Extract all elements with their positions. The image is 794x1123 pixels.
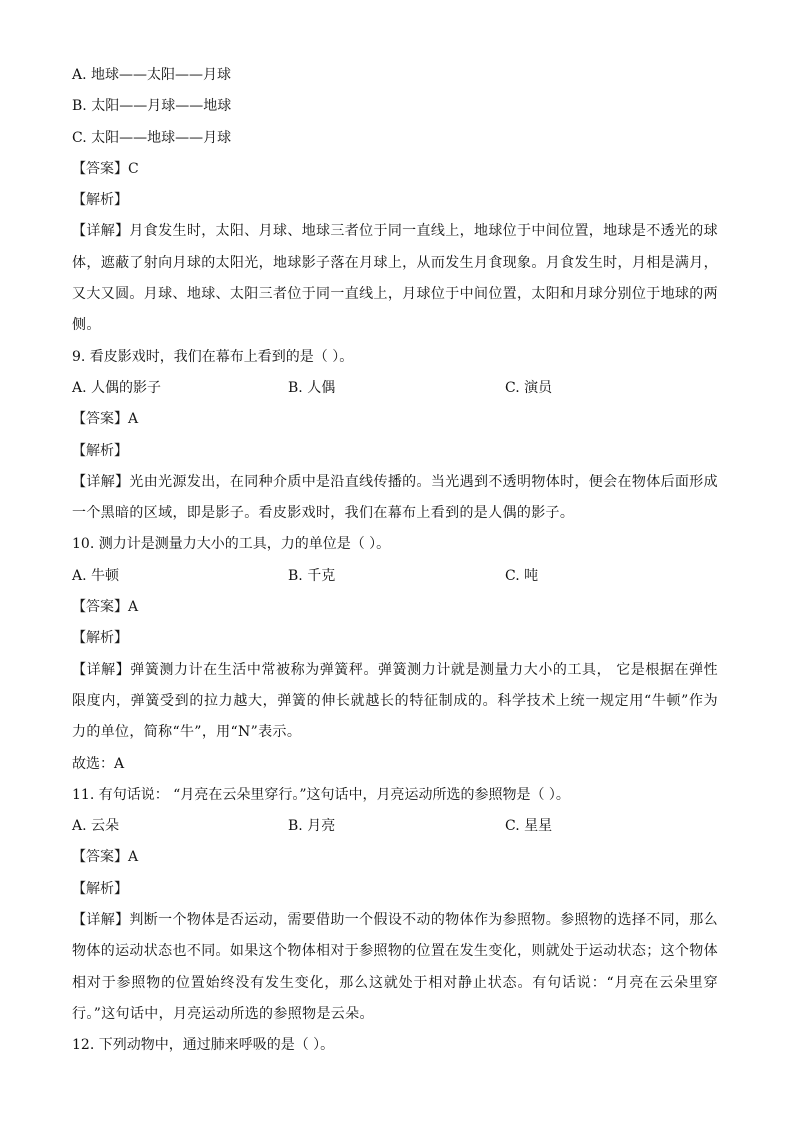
q11-answer: 【答案】A — [72, 849, 139, 866]
q11-options — [72, 811, 718, 842]
q10-stem: 10. 测力计是测量力大小的工具，力的单位是（ ）。 — [72, 536, 391, 553]
q10-option-a: A. 牛顿 — [72, 567, 120, 584]
q8-option-b: B. 太阳——月球——地球 — [72, 98, 232, 115]
q10-options — [72, 561, 718, 592]
q11-stem: 11. 有句话说： “月亮在云朵里穿行。”这句话中，月亮运动所选的参照物是（ ）。 — [72, 786, 570, 803]
q8-answer: 【答案】C — [72, 160, 139, 177]
q11-option-b: B. 月亮 — [288, 818, 336, 835]
q10-answer: 【答案】A — [72, 599, 139, 616]
q10-option-b: B. 千克 — [288, 567, 336, 584]
q11-option-a: A. 云朵 — [72, 818, 120, 835]
q9-option-a: A. 人偶的影子 — [72, 379, 162, 396]
q9-stem: 9. 看皮影戏时，我们在幕布上看到的是（ ）。 — [72, 348, 354, 365]
q12-stem: 12. 下列动物中，通过肺来呼吸的是（ ）。 — [72, 1037, 335, 1054]
q10-detail: 【详解】弹簧测力计在生活中常被称为弹簧秤。弹簧测力计就是测量力大小的工具， 它是根据在弹性限度内，弹簧受到的拉力越大，弹簧的伸长就越长的特征制成的。科学技术上统一规定用“牛顿”作为力的单位，简称“牛”，用“N”表示。 — [72, 661, 718, 741]
q8-detail: 【详解】月食发生时，太阳、月球、地球三者位于同一直线上，地球位于中间位置，地球是不透光的球体，遮蔽了射向月球的太阳光，地球影子落在月球上，从而发生月食现象。月食发生时，月相是满月，又大又圆。月球、地球、太阳三者位于同一直线上，月球位于中间位置，太阳和月球分别位于地球的两侧。 — [72, 223, 718, 334]
q10-choice: 故选：A — [72, 755, 125, 772]
q9-options — [72, 373, 718, 404]
q11-detail: 【详解】判断一个物体是否运动，需要借助一个假设不动的物体作为参照物。参照物的选择不同，那么物体的运动状态也不同。如果这个物体相对于参照物的位置在发生变化，则就处于运动状态；这个物体相对于参照物的位置始终没有发生变化，那么这就处于相对静止状态。有句话说：“月亮在云朵里穿行。”这句话中，月亮运动所选的参照物是云朵。 — [72, 912, 718, 1022]
document-page — [72, 60, 718, 1062]
q11-option-c: C. 星星 — [505, 818, 553, 835]
q10-option-c: C. 吨 — [505, 567, 539, 584]
q9-option-b: B. 人偶 — [288, 379, 336, 396]
q11-analysis-heading: 【解析】 — [72, 880, 128, 897]
q8-analysis-heading: 【解析】 — [72, 192, 128, 209]
q10-analysis-heading: 【解析】 — [72, 630, 128, 647]
q9-analysis-heading: 【解析】 — [72, 442, 128, 459]
q8-option-c: C. 太阳——地球——月球 — [72, 129, 232, 146]
q9-detail: 【详解】光由光源发出，在同种介质中是沿直线传播的。当光遇到不透明物体时，便会在物体后面形成一个黑暗的区域，即是影子。看皮影戏时，我们在幕布上看到的是人偶的影子。 — [72, 473, 718, 522]
q9-option-c: C. 演员 — [505, 379, 553, 396]
q9-answer: 【答案】A — [72, 411, 139, 428]
q8-option-a: A. 地球——太阳——月球 — [72, 67, 232, 83]
